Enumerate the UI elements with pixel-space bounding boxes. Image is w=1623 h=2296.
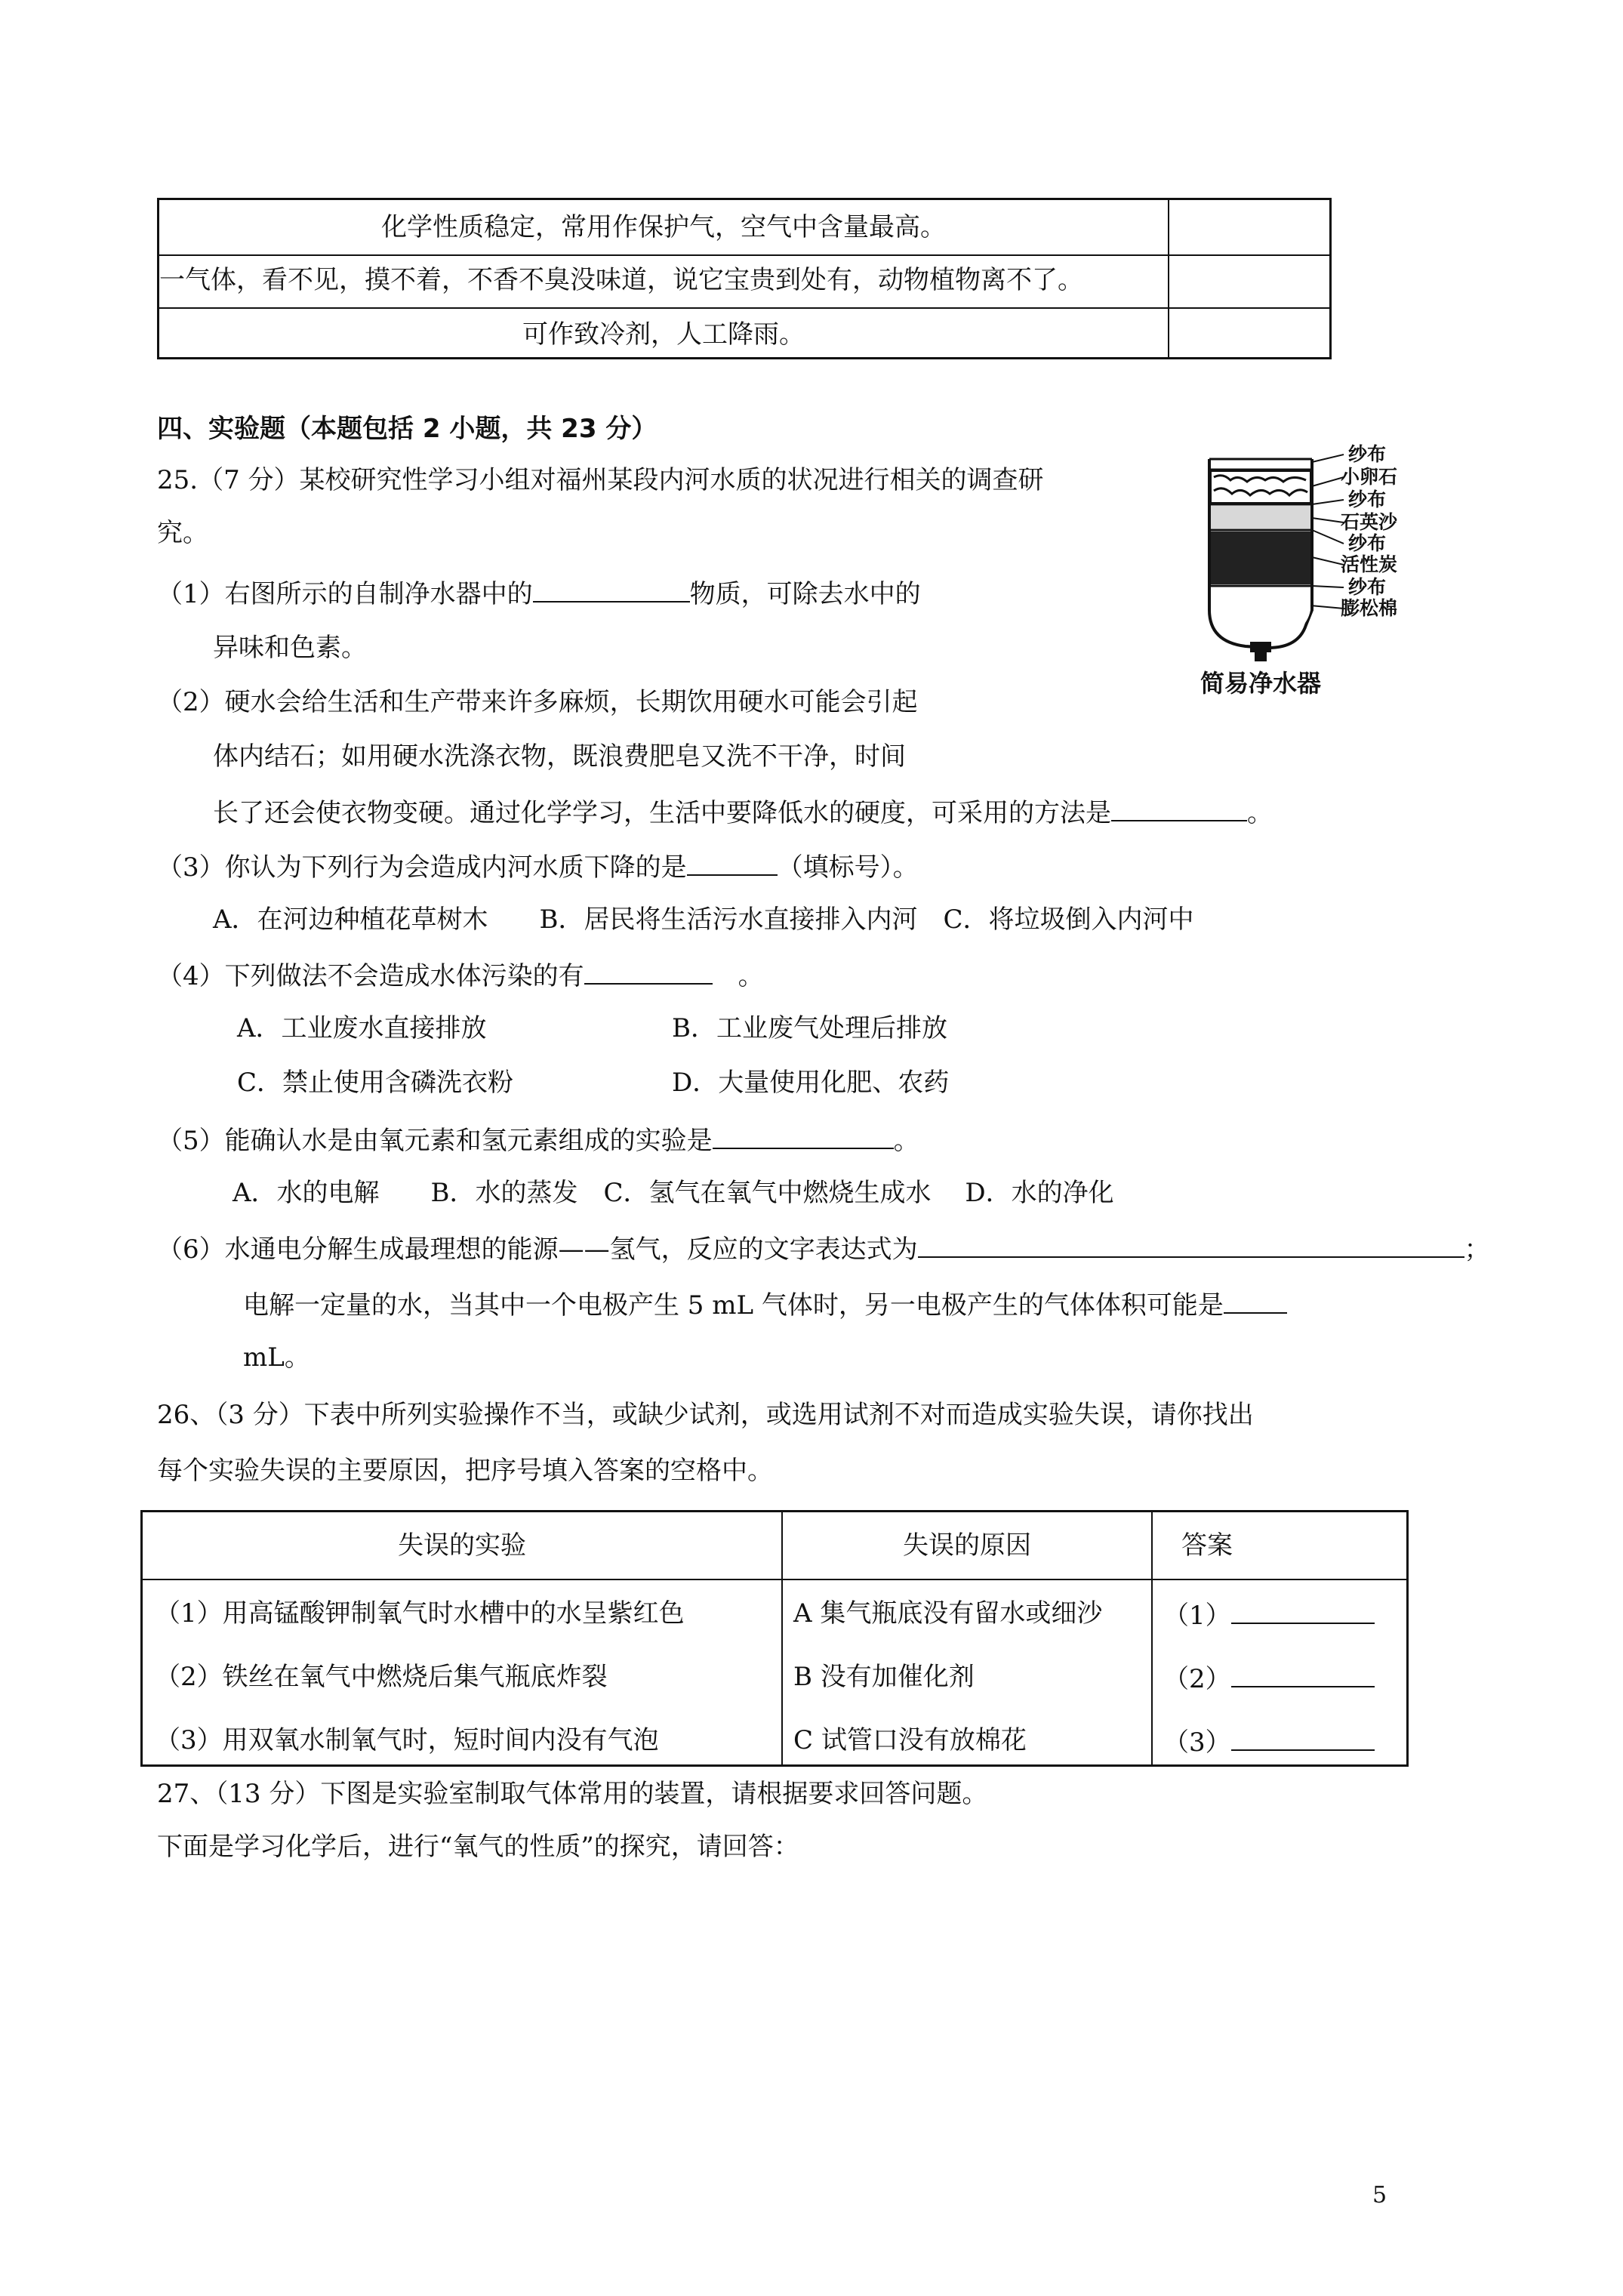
q25-part6-blank[interactable] <box>918 1231 1464 1258</box>
table-row-1-description: 化学性质稳定，常用作保护气，空气中含量最高。 <box>381 212 946 242</box>
q25-part4-option-b: B．工业废气处理后排放 <box>672 1013 947 1043</box>
answer-1 <box>1163 1597 1375 1632</box>
q25-part5-blank[interactable] <box>713 1122 894 1149</box>
q25-part2-cont2 <box>213 794 1273 830</box>
answer-2-blank[interactable] <box>1231 1660 1375 1687</box>
table-row-2-description: 一气体，看不见，摸不着，不香不臭没味道，说它宝贵到处有，动物植物离不了。 <box>159 265 1083 295</box>
answer-2-label: （2） <box>1163 1664 1231 1694</box>
answer-3-blank[interactable] <box>1231 1724 1375 1751</box>
figure-label-activated-carbon: 活性炭 <box>1341 553 1398 575</box>
q25-part4-option-a: A．工业废水直接排放 <box>237 1013 487 1043</box>
figure-label-gauze-1: 纱布 <box>1348 443 1387 465</box>
properties-table <box>157 198 1332 359</box>
table-column-divider <box>1151 1512 1153 1764</box>
q27-intro-cont: 下面是学习化学后，进行“氧气的性质”的探究，请回答： <box>157 1832 799 1862</box>
q25-part4-text: （4）下列做法不会造成水体污染的有 <box>157 961 584 991</box>
experiment-1: （1）用高锰酸钾制氧气时水槽中的水呈紫红色 <box>155 1598 685 1629</box>
answer-2 <box>1163 1660 1375 1696</box>
figure-caption: 简易净水器 <box>1200 669 1322 698</box>
page-number: 5 <box>1372 2182 1387 2208</box>
experiment-2: （2）铁丝在氧气中燃烧后集气瓶底炸裂 <box>155 1662 608 1692</box>
q25-part3-options: A．在河边种植花草树木 B．居民将生活污水直接排入内河 C．将垃圾倒入内河中 <box>213 905 1194 935</box>
q25-part6-text2: 电解一定量的水，当其中一个电极产生 5 mL 气体时，另一电极产生的气体体积可能是 <box>243 1290 1224 1321</box>
q25-part3 <box>157 849 919 884</box>
q25-part4-option-c: C．禁止使用含磷洗衣粉 <box>237 1068 514 1098</box>
q25-part3-text: （3）你认为下列行为会造成内河水质下降的是 <box>157 852 687 883</box>
q25-intro-cont: 究。 <box>157 518 208 548</box>
q25-part4 <box>157 957 764 993</box>
experiment-3: （3）用双氧水制氧气时，短时间内没有气泡 <box>155 1725 659 1755</box>
q25-part5 <box>157 1122 919 1157</box>
q25-part5-options: A．水的电解 B．水的蒸发 C．氢气在氧气中燃烧生成水 D．水的净化 <box>233 1178 1114 1208</box>
q25-part6-volume-blank[interactable] <box>1224 1287 1287 1314</box>
table-header-divider <box>143 1579 1406 1580</box>
q27-intro: 27、（13 分）下图是实验室制取气体常用的装置，请根据要求回答问题。 <box>157 1779 988 1809</box>
header-experiment: 失误的实验 <box>398 1530 526 1561</box>
q25-part6-text: （6）水通电分解生成最理想的能源——氢气，反应的文字表达式为 <box>157 1234 918 1265</box>
q25-part2-blank[interactable] <box>1111 794 1247 821</box>
q25-part6-end: ； <box>1464 1234 1490 1265</box>
q25-part3-blank[interactable] <box>687 849 778 876</box>
q25-part6-unit: mL。 <box>243 1342 310 1373</box>
water-purifier-figure <box>1200 444 1427 701</box>
q25-part4-end: 。 <box>712 961 764 991</box>
q25-part2-end: 。 <box>1247 798 1273 828</box>
q25-part1-blank[interactable] <box>533 575 690 603</box>
q25-part5-end: 。 <box>893 1126 919 1156</box>
q25-part6-cont <box>243 1287 1287 1322</box>
answer-3 <box>1163 1724 1375 1759</box>
answer-3-label: （3） <box>1163 1727 1231 1758</box>
header-reason: 失误的原因 <box>903 1530 1031 1561</box>
q25-part4-option-d: D．大量使用化肥、农药 <box>672 1068 950 1098</box>
q25-part4-blank[interactable] <box>584 957 713 985</box>
figure-label-gauze-4: 纱布 <box>1348 576 1387 598</box>
q25-part5-text: （5）能确认水是由氧元素和氢元素组成的实验是 <box>157 1126 713 1156</box>
answer-1-blank[interactable] <box>1231 1597 1375 1624</box>
q26-intro-cont: 每个实验失误的主要原因，把序号填入答案的空格中。 <box>157 1456 773 1486</box>
figure-label-cotton: 膨松棉 <box>1341 597 1398 619</box>
q25-part2: （2）硬水会给生活和生产带来许多麻烦，长期饮用硬水可能会引起 <box>157 687 918 717</box>
table-divider <box>159 307 1329 309</box>
table-divider <box>159 254 1329 256</box>
q25-part6 <box>157 1231 1490 1266</box>
figure-label-gauze-3: 纱布 <box>1348 532 1387 554</box>
q25-part1-cont: 异味和色素。 <box>213 633 367 663</box>
reason-a: A 集气瓶底没有留水或细沙 <box>793 1598 1103 1629</box>
reason-b: B 没有加催化剂 <box>793 1662 975 1692</box>
header-answer: 答案 <box>1181 1530 1233 1561</box>
q25-intro: 25.（7 分）某校研究性学习小组对福州某段内河水质的状况进行相关的调查研 <box>157 465 1044 495</box>
q25-part2-text: 长了还会使衣物变硬。通过化学学习，生活中要降低水的硬度，可采用的方法是 <box>213 798 1111 828</box>
q25-part3-end: （填标号）。 <box>777 852 919 883</box>
q25-part1-text: （1）右图所示的自制净水器中的 <box>157 579 533 609</box>
q25-part1 <box>157 575 921 611</box>
reason-c: C 试管口没有放棉花 <box>793 1725 1027 1755</box>
q25-part1-text-end: 物质，可除去水中的 <box>689 579 921 609</box>
figure-label-quartz-sand: 石英沙 <box>1341 511 1398 533</box>
figure-label-pebbles: 小卵石 <box>1341 466 1398 488</box>
q26-intro: 26、（3 分）下表中所列实验操作不当，或缺少试剂，或选用试剂不对而造成实验失误，请你找出 <box>157 1400 1254 1430</box>
mistakes-table <box>140 1510 1409 1767</box>
table-row-3-description: 可作致冷剂，人工降雨。 <box>522 319 805 350</box>
answer-1-label: （1） <box>1163 1601 1231 1631</box>
q25-part2-cont: 体内结石；如用硬水洗涤衣物，既浪费肥皂又洗不干净，时间 <box>213 741 906 772</box>
figure-label-gauze-2: 纱布 <box>1348 488 1387 510</box>
table-column-divider <box>1168 200 1169 357</box>
section-heading: 四、实验题（本题包括 2 小题，共 23 分） <box>157 414 658 444</box>
